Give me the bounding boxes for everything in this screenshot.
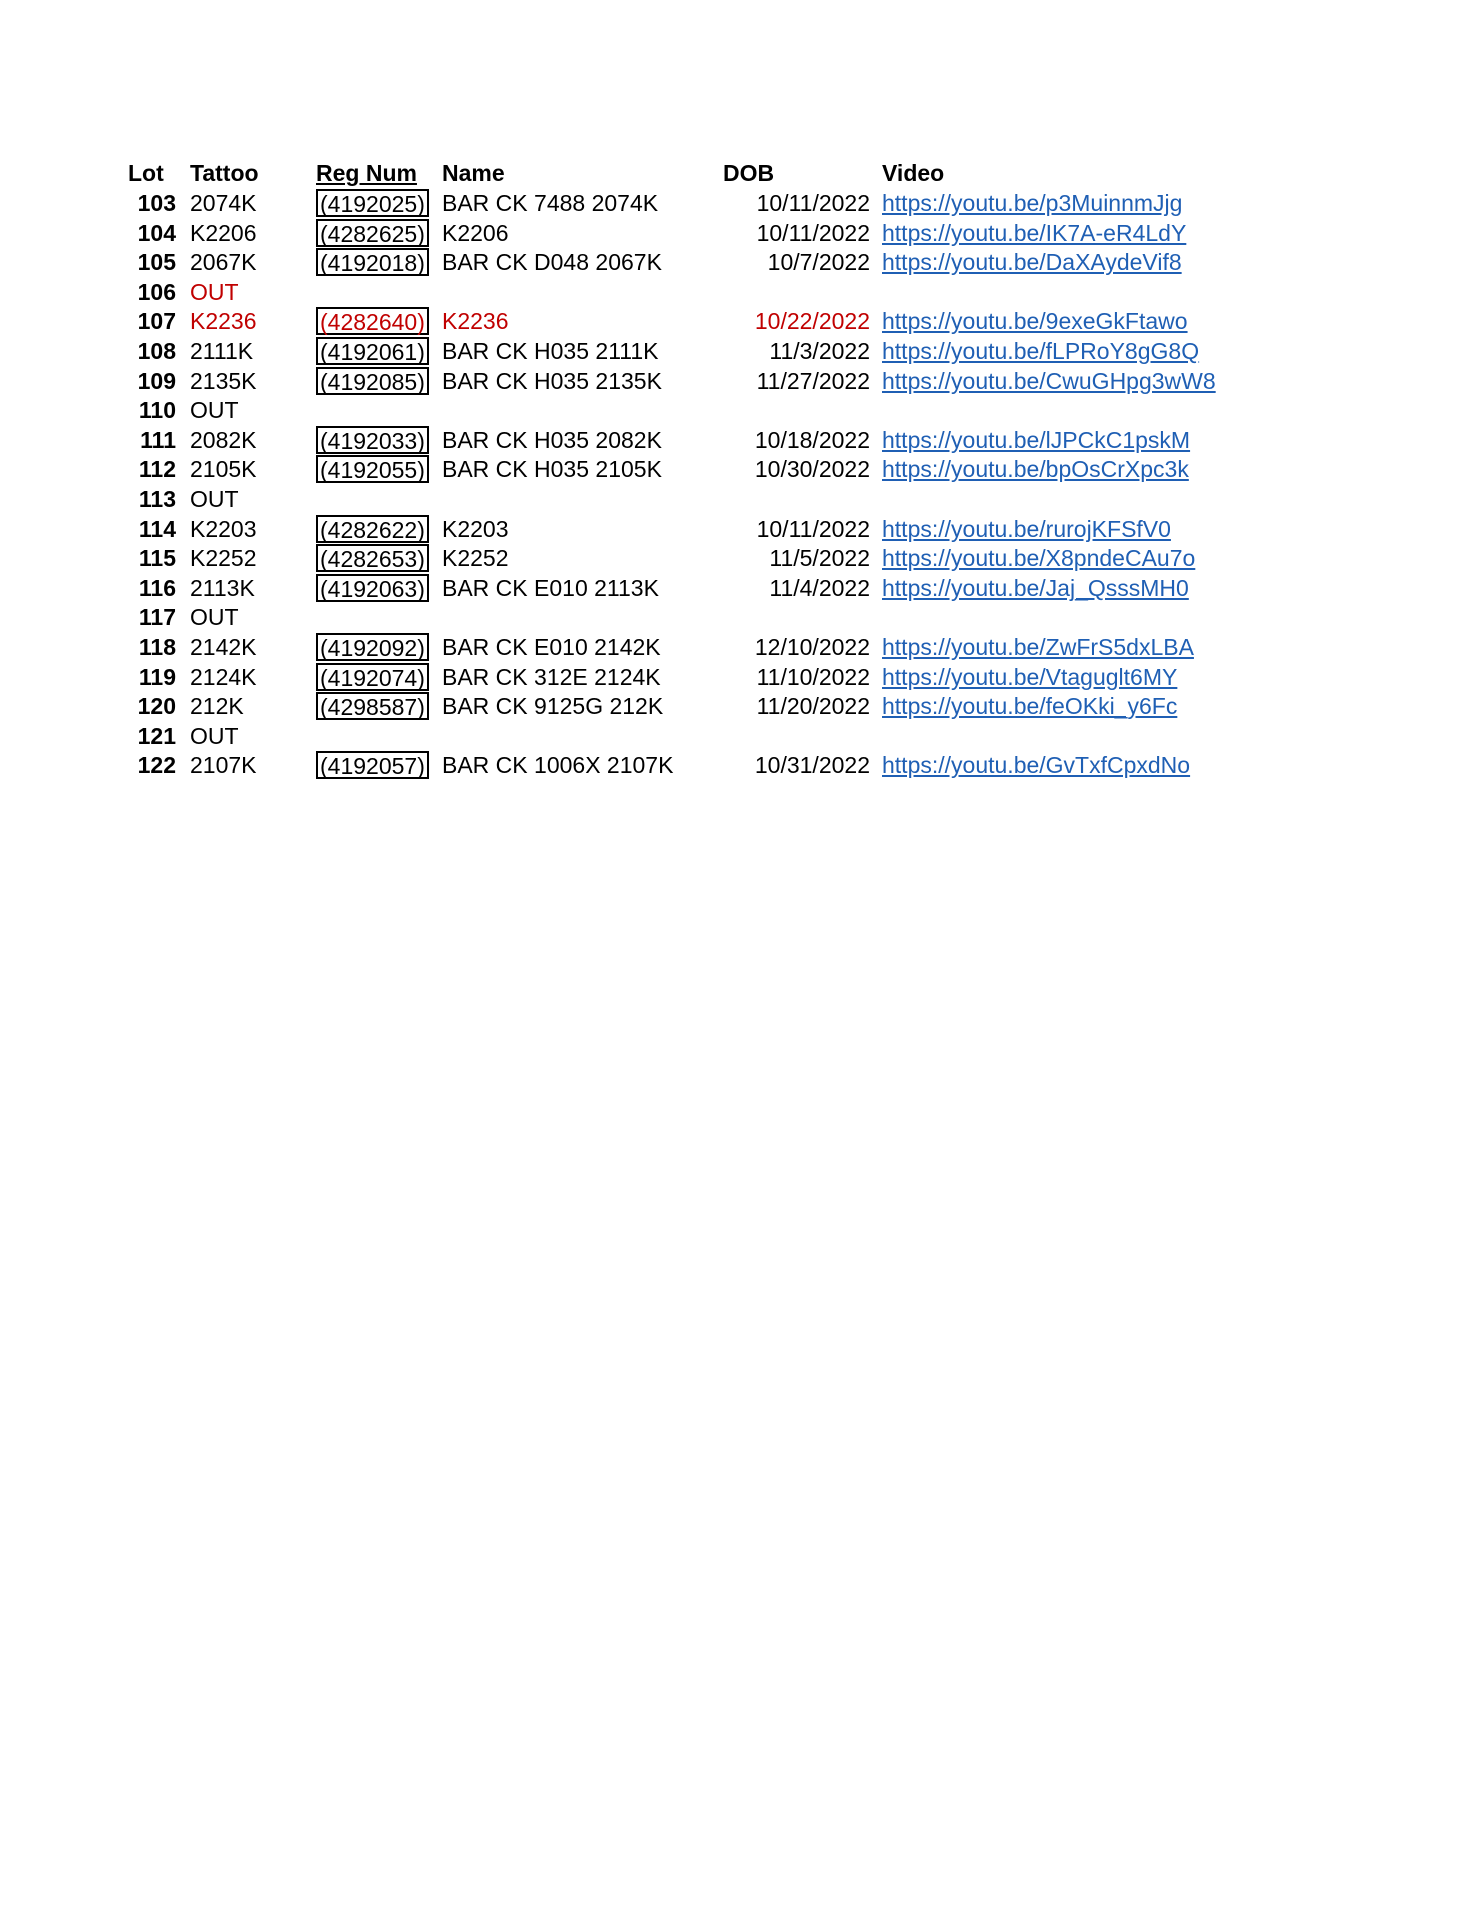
lot-number: 112 xyxy=(138,456,176,483)
lot-number: 104 xyxy=(137,219,176,246)
video-link[interactable]: https://youtu.be/p3MuinnmJjg xyxy=(882,190,1183,216)
dob: 11/4/2022 xyxy=(769,574,870,601)
lot-number: 114 xyxy=(138,515,176,542)
tattoo: 2113K xyxy=(190,574,255,601)
video-cell xyxy=(882,425,1362,455)
reg-num-cell xyxy=(316,691,424,721)
header-tattoo: Tattoo xyxy=(190,160,259,186)
reg-num: (4192085) xyxy=(316,367,429,395)
video-link[interactable]: https://youtu.be/lJPCkC1pskM xyxy=(882,426,1191,453)
reg-num: (4192063) xyxy=(316,574,429,602)
tattoo: 2124K xyxy=(190,663,257,690)
dob: 10/11/2022 xyxy=(756,219,870,246)
dob: 11/27/2022 xyxy=(756,367,870,394)
tattoo: OUT xyxy=(190,278,239,305)
lot-number: 110 xyxy=(138,397,176,424)
dob: 11/3/2022 xyxy=(769,338,870,364)
table-row xyxy=(0,306,1484,336)
animal-name: BAR CK 1006X 2107K xyxy=(442,752,674,779)
animal-name: BAR CK 312E 2124K xyxy=(442,663,661,690)
lot-number: 122 xyxy=(137,752,176,779)
dob: 10/11/2022 xyxy=(756,190,870,216)
dob: 12/10/2022 xyxy=(754,634,870,660)
video-link[interactable]: https://youtu.be/feOKki_y6Fc xyxy=(882,693,1178,720)
dob: 10/22/2022 xyxy=(754,308,870,335)
animal-name: BAR CK E010 2142K xyxy=(442,634,661,660)
reg-num-cell xyxy=(316,218,424,248)
lot-number: 113 xyxy=(138,486,176,512)
reg-num-cell xyxy=(316,750,424,780)
animal-name: BAR CK H035 2135K xyxy=(442,367,662,394)
video-cell xyxy=(882,691,1362,721)
video-cell xyxy=(882,662,1362,692)
video-link[interactable]: https://youtu.be/bpOsCrXpc3k xyxy=(882,456,1189,483)
animal-name: K2252 xyxy=(442,545,509,572)
reg-num-cell xyxy=(316,188,424,218)
tattoo: K2206 xyxy=(190,219,257,246)
reg-num: (4192033) xyxy=(316,426,429,454)
reg-num-cell xyxy=(316,366,424,396)
tattoo: K2236 xyxy=(190,308,257,335)
video-link[interactable]: https://youtu.be/Vtaguglt6MY xyxy=(882,663,1178,690)
video-link[interactable]: https://youtu.be/9exeGkFtawo xyxy=(882,308,1188,335)
video-cell xyxy=(882,306,1362,336)
lot-number: 109 xyxy=(137,367,176,394)
table-row xyxy=(0,721,1484,751)
table-row xyxy=(0,484,1484,514)
reg-num: (4298587) xyxy=(316,692,429,720)
reg-num-cell xyxy=(316,543,424,573)
reg-num-cell xyxy=(316,573,424,603)
reg-num: (4282640) xyxy=(316,307,429,335)
video-cell xyxy=(882,247,1362,277)
video-link[interactable]: https://youtu.be/GvTxfCpxdNo xyxy=(882,752,1191,779)
video-link[interactable]: https://youtu.be/Jaj_QsssMH0 xyxy=(882,574,1189,601)
dob: 10/18/2022 xyxy=(754,426,870,453)
reg-num-cell xyxy=(316,514,424,544)
table-row xyxy=(0,188,1484,218)
animal-name: BAR CK H035 2105K xyxy=(442,456,662,483)
reg-num: (4192057) xyxy=(316,751,429,779)
table-row xyxy=(0,602,1484,632)
dob: 10/31/2022 xyxy=(754,752,870,779)
header-name: Name xyxy=(442,160,505,186)
reg-num: (4192092) xyxy=(316,633,429,661)
lot-number: 108 xyxy=(137,338,176,364)
dob: 10/7/2022 xyxy=(767,249,870,276)
lot-number: 111 xyxy=(140,426,176,453)
tattoo: 2074K xyxy=(190,190,257,216)
table-row xyxy=(0,395,1484,425)
reg-num: (4192055) xyxy=(316,455,429,483)
animal-name: BAR CK H035 2082K xyxy=(442,426,662,453)
animal-name: K2206 xyxy=(442,219,509,246)
tattoo: 2111K xyxy=(190,338,254,364)
reg-num: (4192018) xyxy=(316,248,429,276)
animal-name: BAR CK 7488 2074K xyxy=(442,190,659,216)
lot-number: 103 xyxy=(137,190,176,216)
animal-name: K2203 xyxy=(442,515,509,542)
reg-num: (4282622) xyxy=(316,515,429,543)
tattoo: 2107K xyxy=(190,752,257,779)
reg-num-cell xyxy=(316,336,424,366)
lot-number: 107 xyxy=(137,308,176,335)
lot-number: 105 xyxy=(137,249,176,276)
animal-name: BAR CK E010 2113K xyxy=(442,574,659,601)
video-cell xyxy=(882,573,1362,603)
tattoo: 2067K xyxy=(190,249,257,276)
tattoo: OUT xyxy=(190,486,239,512)
video-cell xyxy=(882,188,1362,218)
video-link[interactable]: https://youtu.be/IK7A-eR4LdY xyxy=(882,219,1187,246)
tattoo: OUT xyxy=(190,397,239,424)
video-cell xyxy=(882,454,1362,484)
header-video: Video xyxy=(882,160,945,186)
video-cell xyxy=(882,543,1362,573)
reg-num: (4192025) xyxy=(316,189,429,217)
dob: 11/20/2022 xyxy=(756,693,870,720)
dob: 10/11/2022 xyxy=(756,515,870,542)
reg-num-cell xyxy=(316,632,424,662)
animal-name: BAR CK D048 2067K xyxy=(442,249,662,276)
video-link[interactable]: https://youtu.be/X8pndeCAu7o xyxy=(882,545,1196,572)
lot-number: 106 xyxy=(137,278,176,305)
tattoo: 2135K xyxy=(190,367,257,394)
video-link[interactable]: https://youtu.be/rurojKFSfV0 xyxy=(882,515,1171,542)
reg-num-cell xyxy=(316,662,424,692)
lot-number: 119 xyxy=(138,663,176,690)
dob: 11/10/2022 xyxy=(756,663,870,690)
table-row xyxy=(0,750,1484,780)
reg-num-cell xyxy=(316,454,424,484)
video-cell xyxy=(882,514,1362,544)
table-row xyxy=(0,425,1484,455)
tattoo: 2082K xyxy=(190,426,257,453)
header-lot: Lot xyxy=(128,160,164,186)
video-cell xyxy=(882,218,1362,248)
video-link[interactable]: https://youtu.be/fLPRoY8gG8Q xyxy=(882,338,1200,364)
tattoo: OUT xyxy=(190,604,239,631)
table-row xyxy=(0,543,1484,573)
video-cell xyxy=(882,750,1362,780)
tattoo: 2142K xyxy=(190,634,257,660)
table-row xyxy=(0,277,1484,307)
table-row xyxy=(0,218,1484,248)
dob: 10/30/2022 xyxy=(754,456,870,483)
animal-name: BAR CK H035 2111K xyxy=(442,338,659,364)
video-link[interactable]: https://youtu.be/ZwFrS5dxLBA xyxy=(882,634,1194,660)
table-row xyxy=(0,336,1484,366)
header-row xyxy=(0,158,1484,188)
video-link[interactable]: https://youtu.be/CwuGHpg3wW8 xyxy=(882,367,1216,394)
tattoo: K2203 xyxy=(190,515,257,542)
lot-number: 115 xyxy=(138,545,176,572)
video-cell xyxy=(882,632,1362,662)
table-row xyxy=(0,691,1484,721)
table-row xyxy=(0,454,1484,484)
animal-name: K2236 xyxy=(442,308,509,335)
reg-num: (4282653) xyxy=(316,544,429,572)
table-row xyxy=(0,632,1484,662)
reg-num-cell xyxy=(316,247,424,277)
video-cell xyxy=(882,336,1362,366)
table-row xyxy=(0,366,1484,396)
reg-num: (4192074) xyxy=(316,663,429,691)
reg-num: (4282625) xyxy=(316,219,429,247)
animal-name: BAR CK 9125G 212K xyxy=(442,693,664,720)
table-row xyxy=(0,573,1484,603)
video-link[interactable]: https://youtu.be/DaXAydeVif8 xyxy=(882,249,1182,276)
tattoo: 2105K xyxy=(190,456,257,483)
video-cell xyxy=(882,366,1362,396)
tattoo: OUT xyxy=(190,722,239,749)
table-row xyxy=(0,247,1484,277)
lot-number: 116 xyxy=(138,574,176,601)
header-dob: DOB xyxy=(723,160,775,186)
tattoo: K2252 xyxy=(190,545,257,572)
dob: 11/5/2022 xyxy=(769,545,870,572)
lot-number: 117 xyxy=(138,604,176,631)
table-row xyxy=(0,662,1484,692)
reg-num-cell xyxy=(316,425,424,455)
reg-num-cell xyxy=(316,306,424,336)
header-reg-num: Reg Num xyxy=(316,160,417,186)
lot-number: 121 xyxy=(137,722,176,749)
lot-number: 118 xyxy=(138,634,176,660)
tattoo: 212K xyxy=(190,693,244,720)
reg-num: (4192061) xyxy=(316,337,429,365)
lot-number: 120 xyxy=(137,693,176,720)
table-row xyxy=(0,514,1484,544)
